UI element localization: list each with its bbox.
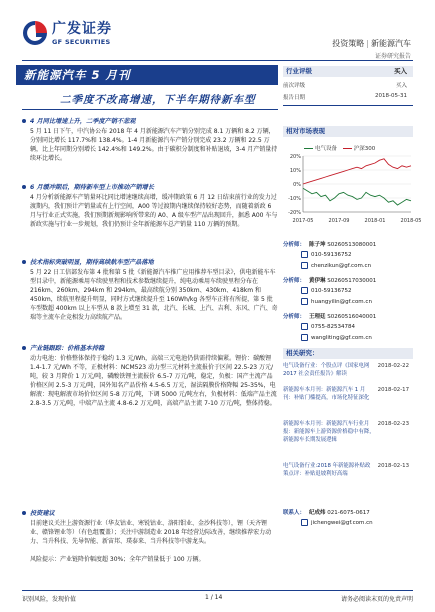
section-title-1: 4 月同比增速上升，二季度产销不悲观 [22, 116, 278, 125]
section-para-4: 动力电池：价格整体保持于稳约 1.3 元/Wh，高端三元电池仍供需持续偏紧。锂价：碳酸锂 1.4-1.7 元/Wh 不等，正极材料：NCM523 动力型三元材料主流报价于区间 22.5-23 万元/吨，较 3 月降价 1 万元/吨，磷酸铁锂主流报价 6.5-7 万元/吨，稳定，负极：国产主流产品价格区间 2.5-3 万元/吨，国外知名产品价格 4.5-6.5 万元，湿法隔膜价格降幅 25-35%，电解液：现电解液市场价位区间 5-8 万元/吨，下调 5000 元/吨左右，负极材料：低端产品主流 2.8-3.5 万元/吨，中端产品主流 4.8-6.2 万元/吨，高端产品主流 7-10 万元/吨，整体持稳。 [30, 355, 277, 408]
x-tick-label: 2017-05 [292, 218, 314, 224]
analyst-1-phone: 010-59136752 [301, 251, 433, 258]
headline-divider [22, 109, 278, 110]
analyst-2-phone: 010-59136752 [301, 287, 433, 294]
related-item-3[interactable]: 新能源车本月刊：新能源汽车行业月报：新能源车上游资源价格稳中有降，新能源车长期发展逻辑 2018-02-23 [283, 421, 409, 444]
analyst-1-name: 分析师： 陈子坤 S0260513080001 [283, 242, 377, 248]
brand-logo [22, 16, 142, 52]
series-line-1 [303, 188, 411, 205]
report-type: 证券研究报告 [374, 53, 411, 60]
related-item-2[interactable]: 新能源车本月刊：新能源汽车 1 月刊：补贴门槛提高，市场化特征深化 2018-02-17 [283, 387, 409, 402]
rating-value: 买入 [394, 67, 407, 75]
bullet-icon [22, 511, 26, 515]
related-research-header: 相关研究： [283, 348, 413, 359]
brand-name-en: GF SECURITIES [52, 38, 111, 46]
chart-legend [300, 144, 375, 152]
contact-name: 联系人： 纪成炜 021-6075-0617 [283, 510, 370, 516]
risk-note: 风险提示：产业链降价幅度超 30%；全年产销量低于 100 万辆。 [30, 556, 205, 563]
x-tick-label: 2018-01 [364, 218, 386, 224]
section-para-1: 5 月 11 日下午，中汽协公布 2018 年 4 月新能源汽车产销分别完成 8.1 万辆和 8.2 万辆，分别同比增长 117.7%和 138.4%。1-4 月新能源汽车产销分别完成 23.2 万辆和 22.5 万辆，比上年同期分别增长 142.4%和 149.2%。由于碳积分制度和补贴退坡，3-4 月产销量持续环比增长。 [30, 128, 278, 163]
gf-logo-icon [22, 20, 48, 46]
analyst-1-email[interactable]: chenzikun@gf.com.cn [301, 262, 433, 269]
x-tick-label: 2018-05 [400, 218, 422, 224]
legend-label-2: 沪深300 [353, 146, 376, 152]
bullet-icon [22, 119, 26, 123]
disclaimer-note: 请务必阅读末页的免责声明 [340, 596, 413, 603]
email-icon [301, 298, 308, 305]
x-tick-label: 2017-09 [328, 218, 350, 224]
legend-label-1: 电气设备 [315, 146, 338, 152]
analyst-3-phone: 0755-82534784 [301, 323, 433, 330]
phone-icon [301, 251, 308, 258]
y-tick-label: 10% [289, 168, 301, 174]
relative-performance-chart [283, 152, 422, 226]
y-tick-label: 20% [289, 154, 301, 160]
y-tick-label: -10% [288, 196, 301, 202]
footer-slogan: 识别风险，发现价值 [22, 596, 77, 603]
bullet-icon [22, 260, 26, 264]
page-number: 1 / 14 [205, 594, 223, 601]
analyst-2-email[interactable]: huangyilin@gf.com.cn [301, 298, 433, 305]
y-tick-label: 0% [293, 182, 301, 188]
section-para-2: 4 月分析新能源车产销量环比同比增速继续高增，缓冲期政策 6 月 12 日结束前行业的发力过渡期内，我们预计产销量或有上行空间，A00 等过渡期内继续保持较好态势，而随着新政 6 月与行业正式实施，我们预期新规影响所带来的 A0、A 级车型产品出现回升，据悉 A00 车与新政实施与行业一步规划，我们仍预计全年新能源车总产销量 110 万辆的预期。 [30, 194, 278, 229]
contact-email[interactable]: jichengwei@gf.com.cn [301, 519, 433, 526]
prev-rating-row: 前次评级 买入 [283, 83, 407, 89]
report-category: 投资策略 | 新能源汽车 [332, 39, 411, 48]
sub-category-label: 新能源汽车 [371, 39, 411, 48]
header-divider [22, 60, 413, 61]
bullet-icon [22, 185, 26, 189]
phone-icon [301, 323, 308, 330]
analyst-2-name: 分析师： 黄伊琳 S0260517030001 [283, 278, 377, 284]
report-date-row: 报告日期 2018-05-31 [283, 93, 407, 101]
sidebar-divider [283, 105, 413, 106]
analyst-3-name: 分析师： 王理廷 S0260516040001 [283, 314, 377, 320]
report-banner: 新能源汽车 5 月刊 [16, 65, 278, 85]
legend-swatch-2 [343, 148, 352, 150]
bullet-icon [22, 346, 26, 350]
section-para-5: 目前建议关注上游资源行业（华友钴业、寒锐钴业、洛阳钼业、金沙科技等），锂（天齐锂业、赣锋锂业等）（有色组覆盖）；关注中游制造业 2018 年经营边际改善，继续推荐宏力动力、当升科技、先导智能、新宙邦、璞泰来、当升科技等中游龙头。 [30, 520, 272, 546]
report-headline: 二季度不改高增速，下半年期待新车型 [60, 94, 256, 106]
legend-swatch-1 [304, 148, 313, 150]
related-item-4[interactable]: 电气设备行业:2018 年新能源补贴政策点评：补贴退坡利好高端 2018-02-13 [283, 463, 409, 478]
y-tick-label: -20% [288, 210, 301, 216]
section-title-4: 产业链跟踪：价格基本持稳 [22, 343, 278, 352]
email-icon [301, 262, 308, 269]
analyst-3-email[interactable]: wangliting@gf.com.cn [301, 334, 433, 341]
rating-header: 行业评级 买入 [283, 66, 413, 77]
series-line-2 [303, 159, 411, 184]
section-para-3: 5 月 22 日工信部发布第 4 批和第 5 批《新能源汽车推广应用推荐车型目录》，供电新能车车型目录中，新能源乘用车续驶里程和技术参数继续提升，纯电动乘用车续驶里程分布在 216km、260km、294km 和 294km，最高续航分别 350km、430km、418km 和 450km，续航里程提升明显，同时方式继续提升至 160Wh/kg 各型车正将有所提，第 5 批车型数超 400km 以上车型从 8 款上增至 31 款，北汽、长城、上汽、吉利、东风、广汽、奇瑞等主流车企竞相发力高续航产品。 [30, 269, 278, 322]
chart-header: 相对市场表现 [283, 126, 413, 137]
email-icon [301, 334, 308, 341]
brand-name-cn: 广发证券 [52, 21, 112, 37]
email-icon [301, 519, 308, 526]
section-title-5: 投资建议 [22, 508, 278, 517]
footer-divider [22, 590, 413, 591]
section-title-3: 技术指标突破明显，期待高续航车型产品落地 [22, 257, 278, 266]
category-label: 投资策略 [332, 39, 365, 48]
section-title-2: 6 月缓冲期后，期待新车型上市推动产销增长 [22, 182, 278, 191]
phone-icon [301, 287, 308, 294]
related-item-1[interactable]: 电气设备行业：个股点评《国家电网 2017 社会责任报告》解读 2018-02-22 [283, 363, 409, 378]
